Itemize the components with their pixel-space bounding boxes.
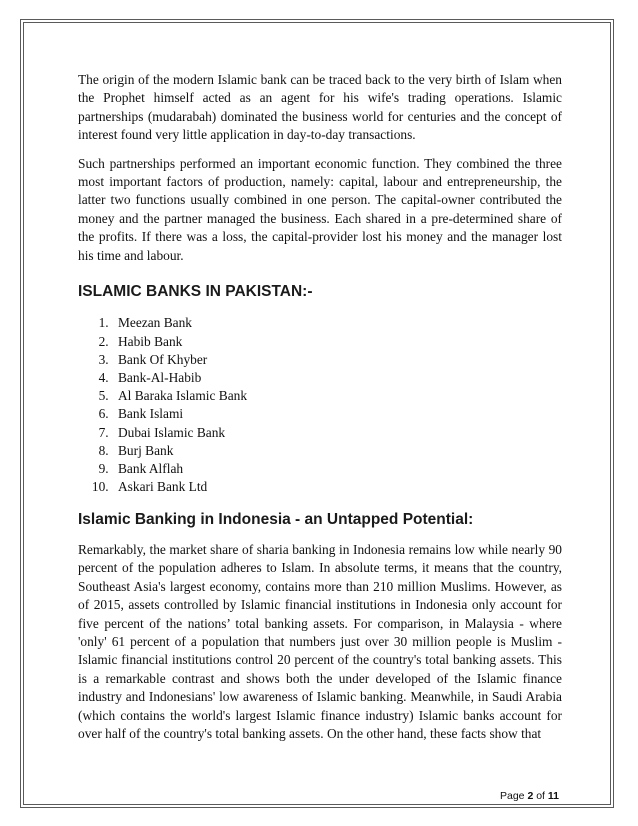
paragraph-origin: The origin of the modern Islamic bank can be traced back to the very birth of Islam when the Prophet himself acted as an agent for his wife's trading operations. Islamic partnerships (mudarabah) dominated the business world for centuries and the concept of interest found very little application in day-to-day transactions. bbox=[78, 72, 562, 143]
page-current: 2 bbox=[527, 790, 534, 802]
list-item: 5. Al Baraka Islamic Bank bbox=[112, 387, 562, 405]
page-word: Page bbox=[500, 790, 525, 802]
list-item: 3. Bank Of Khyber bbox=[112, 351, 562, 369]
paragraph-partnerships: Such partnerships performed an important economic function. They combined the three most important factors of production, namely: capital, labour and entrepreneurship, the latter two functions usually combined in one person. The capital-owner contributed the money and the partner managed the business. Each shared in a pre-determined share of the profits. If there was a loss, the capital-provider lost his money and the manager lost his time and labour. bbox=[78, 155, 562, 263]
list-item: 8. Burj Bank bbox=[112, 442, 562, 460]
document-body bbox=[78, 71, 562, 753]
list-item: 2. Habib Bank bbox=[112, 333, 562, 351]
page-total: 11 bbox=[547, 790, 560, 802]
of-word: of bbox=[536, 790, 545, 802]
list-item: 1. Meezan Bank bbox=[112, 314, 562, 332]
bank-list bbox=[78, 314, 562, 496]
list-item: 6. Bank Islami bbox=[112, 405, 562, 423]
list-item: 9. Bank Alflah bbox=[112, 460, 562, 478]
list-item: 4. Bank-Al-Habib bbox=[112, 369, 562, 387]
heading-islamic-banks-pakistan: ISLAMIC BANKS IN PAKISTAN:- bbox=[78, 283, 313, 301]
heading-islamic-banking-indonesia: Islamic Banking in Indonesia - an Untapped Potential: bbox=[78, 510, 474, 528]
list-item: 7. Dubai Islamic Bank bbox=[112, 424, 562, 442]
list-item: 10. Askari Bank Ltd bbox=[112, 478, 562, 496]
page-number-footer bbox=[500, 790, 620, 802]
paragraph-indonesia: Remarkably, the market share of sharia banking in Indonesia remains low while nearly 90 percent of the population adheres to Islam. In absolute terms, it means that the country, Southeast Asia's largest economy, contains more than 210 million Muslims. However, as of 2015, assets controlled by Islamic financial institutions in Indonesia only account for five percent of the nations’ total banking assets. For comparison, in Malaysia - where 'only' 61 percent of a population that numbers just over 30 million people is Muslim - Islamic financial institutions control 20 percent of the country's total banking assets. This is a remarkable contrast and shows both the under developed of the Islamic finance industry and Indonesians' low awareness of Islamic banking. Meanwhile, in Saudi Arabia (which contains the world's largest Islamic finance industry) Islamic banks account for over half of the country's total banking assets. On the other hand, these facts show that bbox=[78, 541, 562, 741]
